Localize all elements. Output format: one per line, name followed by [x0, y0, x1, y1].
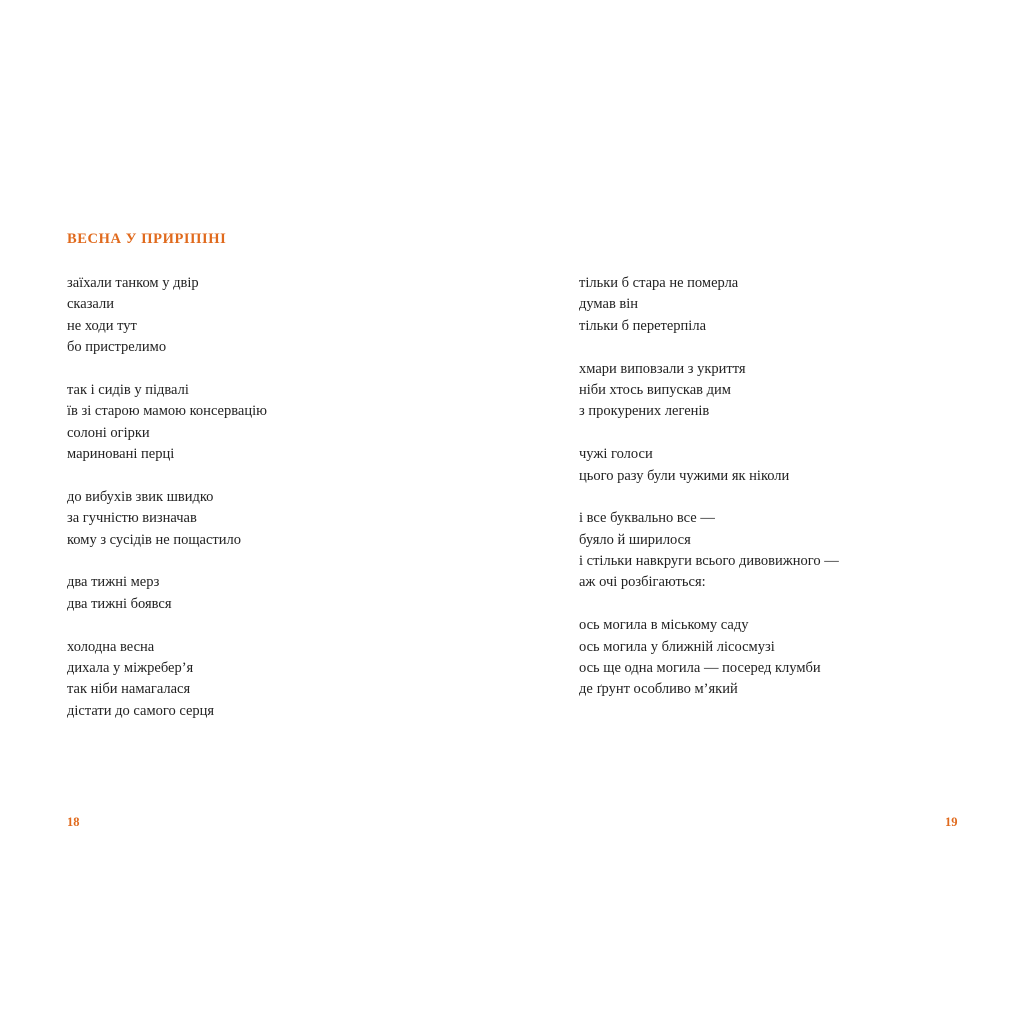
- poem-line: з прокурених легенів: [579, 403, 710, 420]
- poem-line: бо пристрелимо: [67, 339, 167, 356]
- poem-line: цього разу були чужими як ніколи: [579, 467, 790, 484]
- poem-line: два тижні мерз: [67, 574, 160, 591]
- stanza: [579, 359, 839, 423]
- poem-line: ось могила у ближній лісосмузі: [579, 638, 775, 655]
- poem-line: ось ще одна могила — посеред клумби: [579, 660, 821, 677]
- poem-line: так і сидів у підвалі: [67, 381, 189, 398]
- poem-line: їв зі старою мамою консервацію: [67, 403, 267, 420]
- poem-line: думав він: [579, 296, 639, 313]
- poem-line: два тижні боявся: [67, 595, 172, 612]
- page-number-left: 18: [67, 815, 80, 829]
- poem-line: ніби хтось випускав дим: [579, 381, 731, 398]
- poem-line: за гучністю визначав: [67, 510, 197, 527]
- poem-line: хмари виповзали з укриття: [579, 360, 746, 377]
- poem-line: до вибухів звик швидко: [67, 488, 214, 505]
- stanza: [67, 572, 267, 615]
- stanza: [67, 637, 267, 723]
- poem-line: де ґрунт особливо м’який: [579, 681, 738, 698]
- poem-line: і все буквально все —: [579, 510, 715, 527]
- poem-line: ось могила в міському саду: [579, 617, 749, 634]
- poem-line: сказали: [67, 296, 114, 313]
- stanza: [67, 380, 267, 466]
- poem-line: дістати до самого серця: [67, 702, 215, 719]
- poem-line: і стільки навкруги всього дивовижного —: [579, 553, 839, 570]
- stanza: [67, 273, 267, 359]
- poem-line: дихала у міжребер’я: [67, 660, 194, 677]
- poem-line: чужі голоси: [579, 446, 653, 463]
- poem-line: мариновані перці: [67, 446, 175, 463]
- page-number-right: 19: [945, 815, 958, 829]
- poem-line: холодна весна: [67, 638, 155, 655]
- stanza: [579, 444, 839, 487]
- poem-line: аж очі розбігаються:: [579, 574, 706, 591]
- poem-title: ВЕСНА У ПРИРІПІНІ: [67, 231, 227, 247]
- stanza: [579, 615, 839, 701]
- poem-line: заїхали танком у двір: [67, 275, 199, 291]
- poem-line: кому з сусідів не пощастило: [67, 531, 241, 548]
- poem-line: тільки б стара не померла: [579, 275, 739, 291]
- stanza: [579, 508, 839, 594]
- poem-line: не ходи тут: [67, 317, 137, 334]
- stanza: [67, 487, 267, 551]
- poem-line: тільки б перетерпіла: [579, 317, 707, 334]
- right-page-poem: [579, 273, 839, 701]
- poem-line: так ніби намагалася: [67, 681, 191, 698]
- stanza: [579, 273, 839, 337]
- poem-line: буяло й ширилося: [579, 531, 691, 548]
- left-page-poem: [67, 273, 267, 722]
- poem-line: солоні огірки: [67, 424, 150, 441]
